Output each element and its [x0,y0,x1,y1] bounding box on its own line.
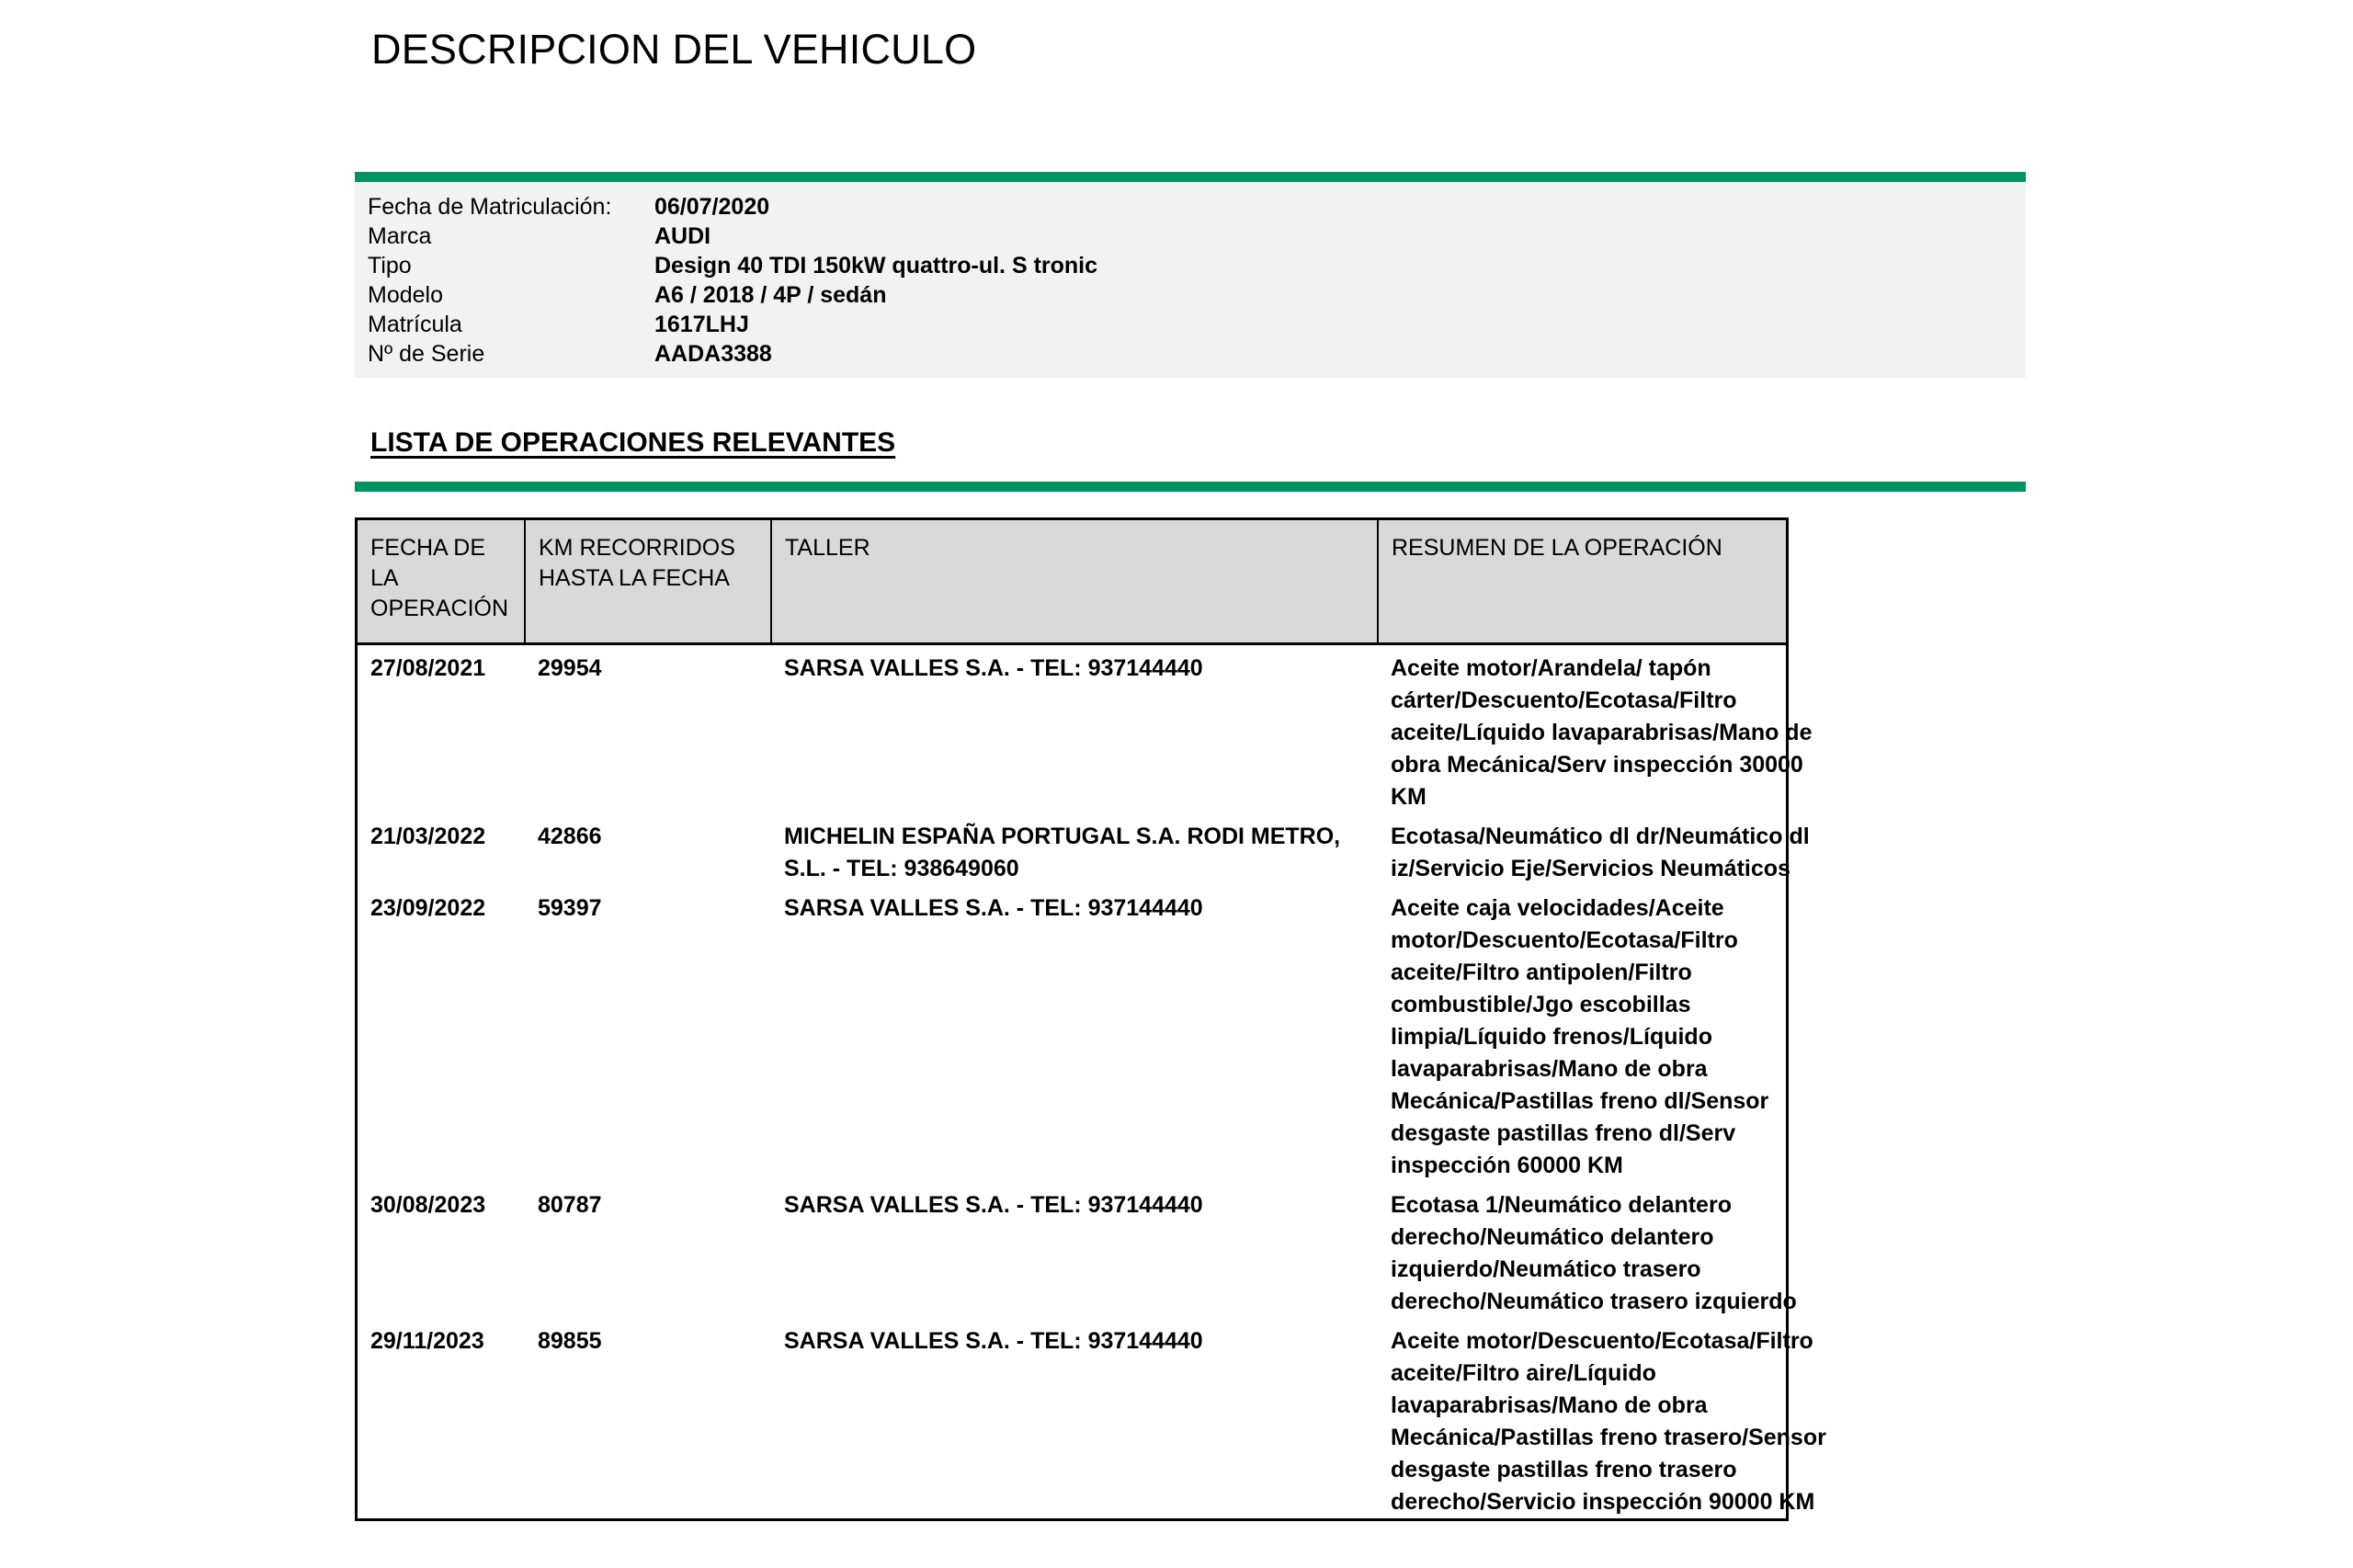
table-row [358,813,1786,885]
cell-resumen [1378,813,1810,885]
cell-km: 42866 [538,823,602,849]
cell-fecha: 21/03/2022 [370,823,486,849]
vehicle-info-row [355,192,2026,222]
cell-km: 29954 [538,654,602,681]
table-row [358,643,1786,813]
cell-fecha: 29/11/2023 [370,1327,484,1354]
vehicle-info-value: AADA3388 [654,341,772,367]
cell-taller: SARSA VALLES S.A. - TEL: 937144440 [784,1327,1203,1354]
vehicle-info-label: Nº de Serie [368,341,485,367]
operations-table [355,517,1826,1521]
vehicle-info-label: Matrícula [368,312,462,337]
cell-resumen-text: Ecotasa/Neumático dl dr/Neumático dl iz/Servicio Eje/Servicios Neumáticos [1391,823,1810,881]
vehicle-info-label: Marca [368,223,432,249]
column-header-resumen: RESUMEN DE LA OPERACIÓN [1378,520,1786,643]
cell-fecha: 30/08/2023 [370,1191,486,1218]
green-accent-rule-top [355,172,2026,182]
cell-resumen [1378,1318,1826,1518]
cell-km: 89855 [538,1327,602,1354]
column-header-taller: TALLER [771,520,1378,643]
table-row [358,1318,1786,1518]
page-title: DESCRIPCION DEL VEHICULO [371,26,977,73]
vehicle-info-row [355,310,2026,339]
vehicle-info-row [355,251,2026,280]
vehicle-info-list [355,182,2026,378]
table-row [358,1182,1786,1318]
cell-resumen-text: Aceite motor/Arandela/ tapón cárter/Descuento/Ecotasa/Filtro aceite/Líquido lavaparabrisas/Mano de obra Mecánica/Serv inspección 30000 KM [1391,654,1813,810]
section-heading-operations: LISTA DE OPERACIONES RELEVANTES [370,427,896,458]
vehicle-info-label: Fecha de Matriculación: [368,194,612,220]
table-row [358,885,1786,1182]
vehicle-info-row [355,339,2026,369]
cell-fecha: 23/09/2022 [370,894,486,921]
vehicle-info-value: 1617LHJ [654,312,749,337]
vehicle-info-label: Modelo [368,282,443,308]
cell-taller: SARSA VALLES S.A. - TEL: 937144440 [784,894,1203,921]
cell-km: 59397 [538,894,602,921]
cell-resumen [1378,1182,1797,1318]
vehicle-info-value: 06/07/2020 [654,194,770,220]
cell-resumen-text: Aceite motor/Descuento/Ecotasa/Filtro aceite/Filtro aire/Líquido lavaparabrisas/Mano de obra Mecánica/Pastillas freno trasero/Sensor desgaste pastillas freno trasero derecho/Servicio inspección 90000 KM [1391,1327,1826,1515]
vehicle-info-label: Tipo [368,253,412,278]
vehicle-info-value: Design 40 TDI 150kW quattro-ul. S tronic [654,253,1098,278]
cell-resumen-text: Ecotasa 1/Neumático delantero derecho/Neumático delantero izquierdo/Neumático trasero derecho/Neumático trasero izquierdo [1391,1191,1797,1314]
vehicle-info-row [355,222,2026,251]
cell-resumen [1378,643,1813,813]
vehicle-description-block [355,172,2026,378]
cell-taller: SARSA VALLES S.A. - TEL: 937144440 [784,654,1203,681]
column-header-km: KM RECORRIDOS HASTA LA FECHA [525,520,771,643]
cell-taller: MICHELIN ESPAÑA PORTUGAL S.A. RODI METRO, S.L. - TEL: 938649060 [784,823,1341,881]
table-header-row [358,520,1786,643]
cell-resumen-text: Aceite caja velocidades/Aceite motor/Descuento/Ecotasa/Filtro aceite/Filtro antipolen/Filtro combustible/Jgo escobillas limpia/Líquido frenos/Líquido lavaparabrisas/Mano de obra Mecánica/Pastillas freno dl/Sensor desgaste pastillas freno dl/Serv inspección 60000 KM [1391,894,1769,1178]
cell-resumen [1378,885,1786,1182]
cell-km: 80787 [538,1191,602,1218]
vehicle-info-value: A6 / 2018 / 4P / sedán [654,282,887,308]
vehicle-info-value: AUDI [654,223,711,249]
cell-taller: SARSA VALLES S.A. - TEL: 937144440 [784,1191,1203,1218]
green-accent-rule-bottom [355,482,2026,492]
cell-fecha: 27/08/2021 [370,654,486,681]
vehicle-info-row [355,280,2026,310]
column-header-fecha: FECHA DE LA OPERACIÓN [358,520,525,643]
